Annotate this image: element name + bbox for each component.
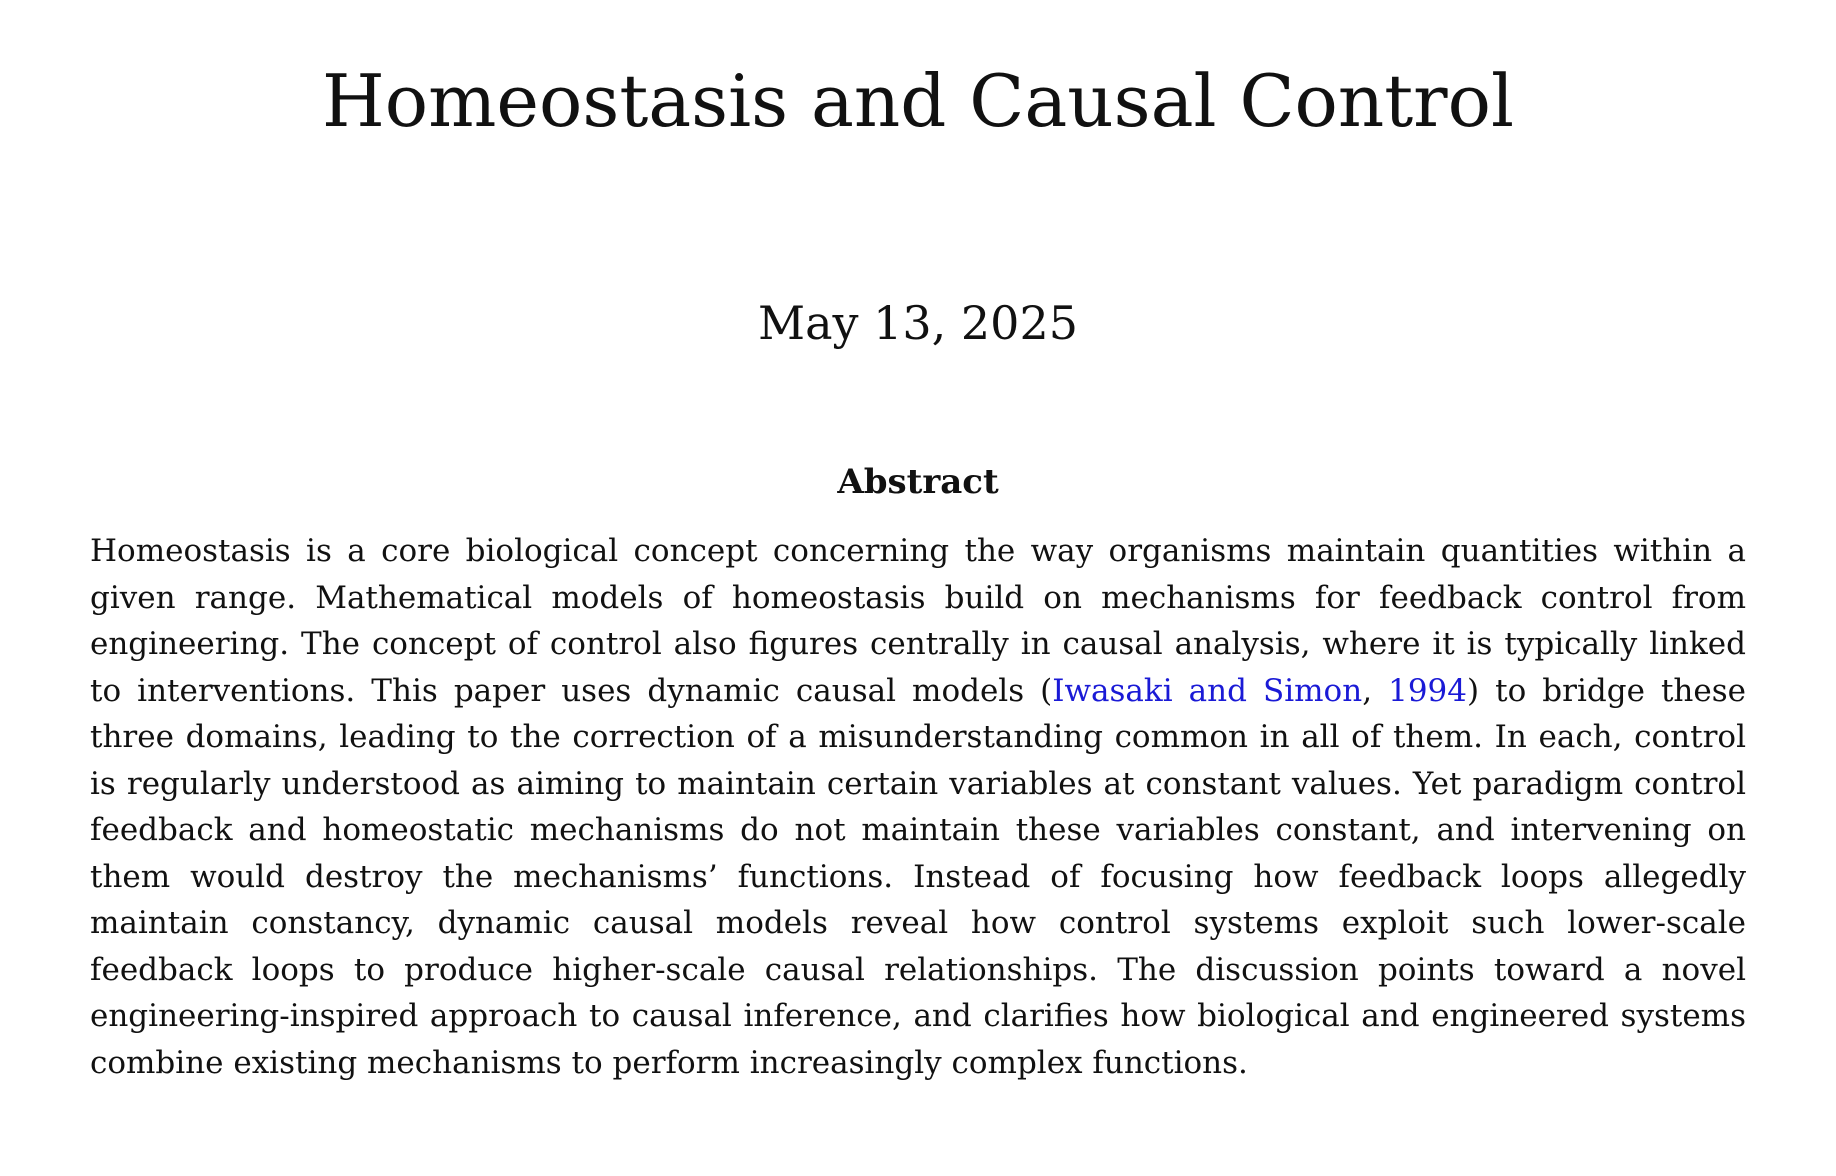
abstract-heading: Abstract — [837, 462, 999, 502]
paper-date: May 13, 2025 — [758, 296, 1078, 350]
citation-authors-link[interactable]: Iwasaki and Simon — [1052, 672, 1363, 709]
abstract-text-part-1: Homeostasis is a core biological concept concerning the way organisms maintain quantities within a given range. Mathematical models of homeostasis build on mechanisms for feedback control from engineering. The concept of control also figures centrally in causal analysis, where it is typically linked to interventions. This paper uses dynamic causal models ( — [90, 533, 1746, 709]
paper-title: Homeostasis and Causal Control — [322, 59, 1514, 143]
abstract-text-part-2: ) to bridge these three domains, leading to the correction of a misunderstanding common in all of them. In each, control is regularly understood as aiming to maintain certain variables at constant values. Yet paradigm control feedback and homeostatic mechanisms do not maintain these variables constant, and intervening on them would destroy the mechanisms’ functions. Instead of focusing how feedback loops allegedly maintain constancy, dynamic causal models reveal how control systems exploit such lower-scale feedback loops to produce higher-scale causal relationships. The discussion points toward a novel engineering-inspired approach to causal inference, and clarifies how biological and engineered systems combine existing mechanisms to perform increasingly complex functions. — [90, 672, 1746, 1081]
citation-separator: , — [1362, 672, 1389, 709]
citation-year-link[interactable]: 1994 — [1388, 672, 1467, 709]
abstract-body — [90, 528, 1746, 1086]
